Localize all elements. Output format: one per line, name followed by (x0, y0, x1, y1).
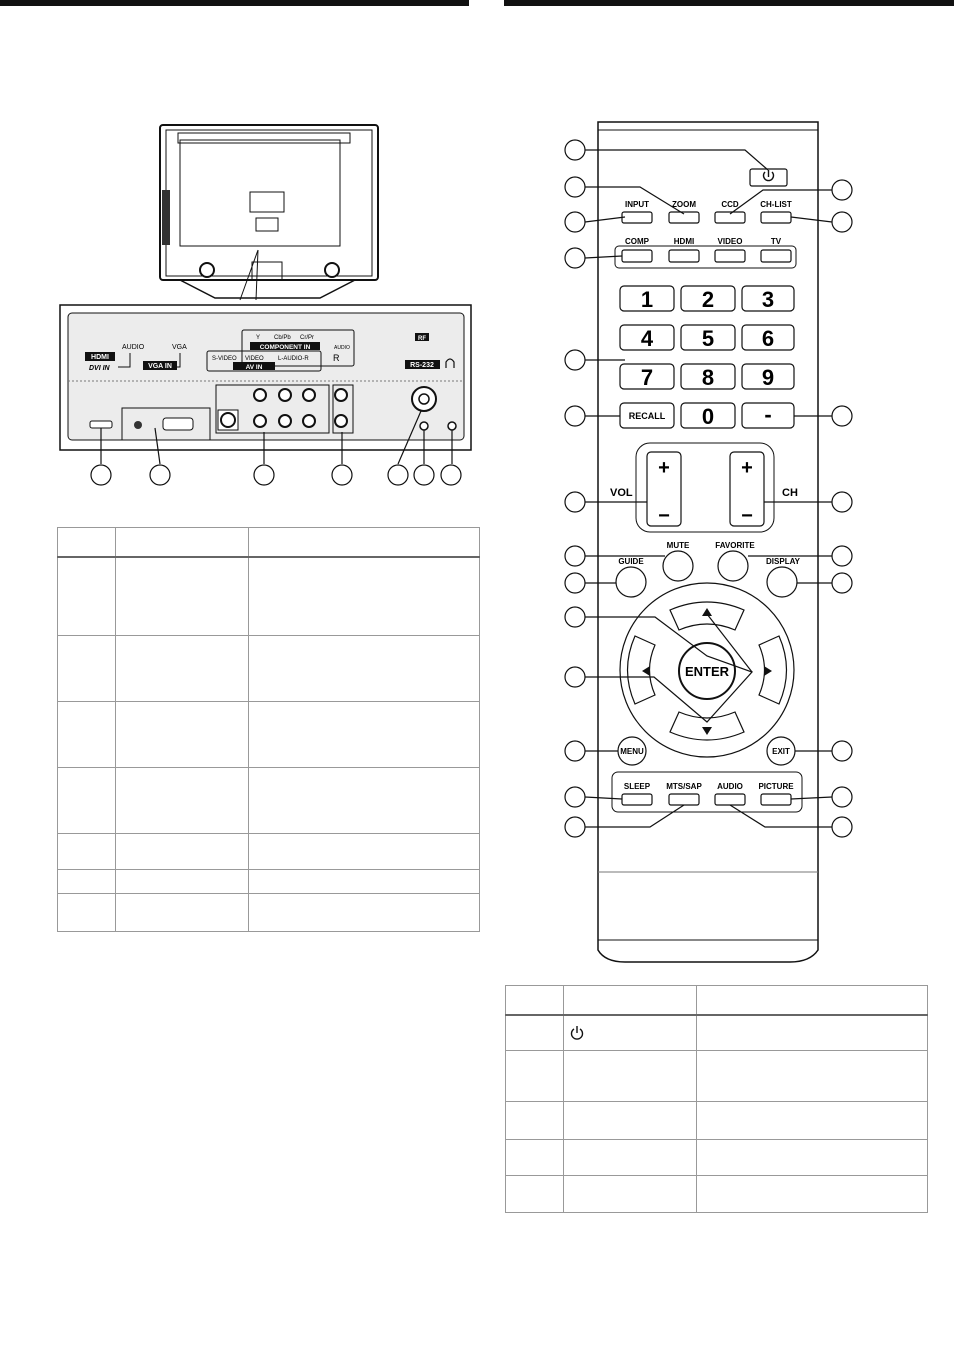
exit-label: EXIT (772, 747, 790, 756)
digit-6-label: 6 (761, 326, 775, 351)
remote-button-table (505, 985, 928, 1213)
ch-list-label: CH-LIST (760, 200, 792, 209)
dvi-in-label: DVI IN (89, 365, 110, 372)
table-header-cell (249, 528, 480, 557)
table-row (58, 768, 480, 834)
tv-label: TV (770, 237, 782, 246)
mts-sap-label: MTS/SAP (666, 782, 702, 791)
table-row (506, 1176, 928, 1213)
table-row (58, 557, 480, 636)
favorite-button[interactable] (718, 551, 748, 581)
digit-8-label: 8 (701, 365, 715, 390)
video-btn-label: VIDEO (717, 237, 743, 246)
hdmi-button[interactable] (669, 250, 699, 262)
tv-button[interactable] (761, 250, 791, 262)
guide-label: GUIDE (618, 557, 644, 566)
mute-button[interactable] (663, 551, 693, 581)
table-header-cell (697, 986, 928, 1015)
table-header-cell (564, 986, 697, 1015)
table-row (58, 870, 480, 894)
picture-button[interactable] (761, 794, 791, 805)
tv-connector-table (57, 527, 480, 932)
table-row (58, 702, 480, 768)
table-row (58, 894, 480, 932)
zoom-label: ZOOM (672, 200, 696, 209)
video-button[interactable] (715, 250, 745, 262)
display-label: DISPLAY (766, 557, 800, 566)
table-header-cell (116, 528, 249, 557)
hdmi-label: HDMI (91, 354, 109, 361)
tv-rear-view (160, 125, 378, 300)
connector-panel (60, 305, 471, 450)
vga-label: VGA (172, 344, 187, 351)
picture-label: PICTURE (758, 782, 794, 791)
table-header-row (58, 528, 480, 557)
digit-7-label: 7 (640, 365, 654, 390)
enter-label: ENTER (684, 664, 730, 679)
digit-9-label: 9 (761, 365, 775, 390)
hdmi-btn-label: HDMI (673, 237, 695, 246)
rs232-label: RS-232 (410, 362, 434, 369)
table-row (58, 636, 480, 702)
digit-0-label: 0 (701, 404, 715, 429)
comp-button[interactable] (622, 250, 652, 262)
vol-label: VOL (610, 487, 633, 499)
power-icon (570, 1025, 584, 1041)
ch-label: CH (782, 487, 798, 499)
favorite-label: FAVORITE (715, 541, 755, 550)
y-label: Y (256, 335, 261, 341)
digit-2-label: 2 (701, 287, 715, 312)
table-row (506, 1015, 928, 1051)
audio-btn-label: AUDIO (717, 782, 743, 791)
digit-4-label: 4 (640, 326, 654, 351)
guide-button[interactable] (616, 567, 646, 597)
comp-label: COMP (625, 237, 649, 246)
mute-label: MUTE (666, 541, 690, 550)
menu-label: MENU (620, 747, 644, 756)
digit-1-label: 1 (640, 287, 654, 312)
ch-list-button[interactable] (761, 212, 791, 223)
table-row (506, 1051, 928, 1102)
digit-5-label: 5 (701, 326, 715, 351)
vga-in-label: VGA IN (148, 363, 172, 370)
audio-side-label: AUDIO (334, 345, 350, 351)
cr-label: Cr/Pr (300, 335, 314, 341)
ccd-label: CCD (721, 200, 739, 209)
component-in-label: COMPONENT IN (259, 344, 311, 351)
remote-control (598, 122, 818, 962)
digit-3-label: 3 (761, 287, 775, 312)
table-header-cell (506, 986, 564, 1015)
audio-lr-label: L-AUDIO-R (278, 356, 309, 362)
video-label: VIDEO (245, 356, 264, 362)
sleep-button[interactable] (622, 794, 652, 805)
table-header-cell (58, 528, 116, 557)
ch-plus-label: + (741, 457, 753, 479)
power-symbol-cell (564, 1015, 697, 1051)
vol-plus-label: + (658, 457, 670, 479)
recall-label: RECALL (628, 411, 666, 421)
cb-label: Cb/Pb (274, 335, 291, 341)
table-row (58, 834, 480, 870)
input-button[interactable] (622, 212, 652, 223)
display-button[interactable] (767, 567, 797, 597)
dash-label: - (764, 402, 772, 427)
table-row (506, 1140, 928, 1176)
audio-label: AUDIO (122, 344, 145, 351)
ch-minus-label: − (741, 505, 753, 527)
table-row (506, 1102, 928, 1140)
svideo-label: S-VIDEO (212, 356, 237, 362)
rf-label: RF (418, 336, 426, 342)
r-label: R (333, 353, 340, 363)
vol-minus-label: − (658, 505, 670, 527)
input-label: INPUT (625, 200, 649, 209)
av-in-label: AV IN (245, 364, 263, 371)
table-header-row (506, 986, 928, 1015)
mts-sap-button[interactable] (669, 794, 699, 805)
sleep-label: SLEEP (623, 782, 651, 791)
audio-button[interactable] (715, 794, 745, 805)
